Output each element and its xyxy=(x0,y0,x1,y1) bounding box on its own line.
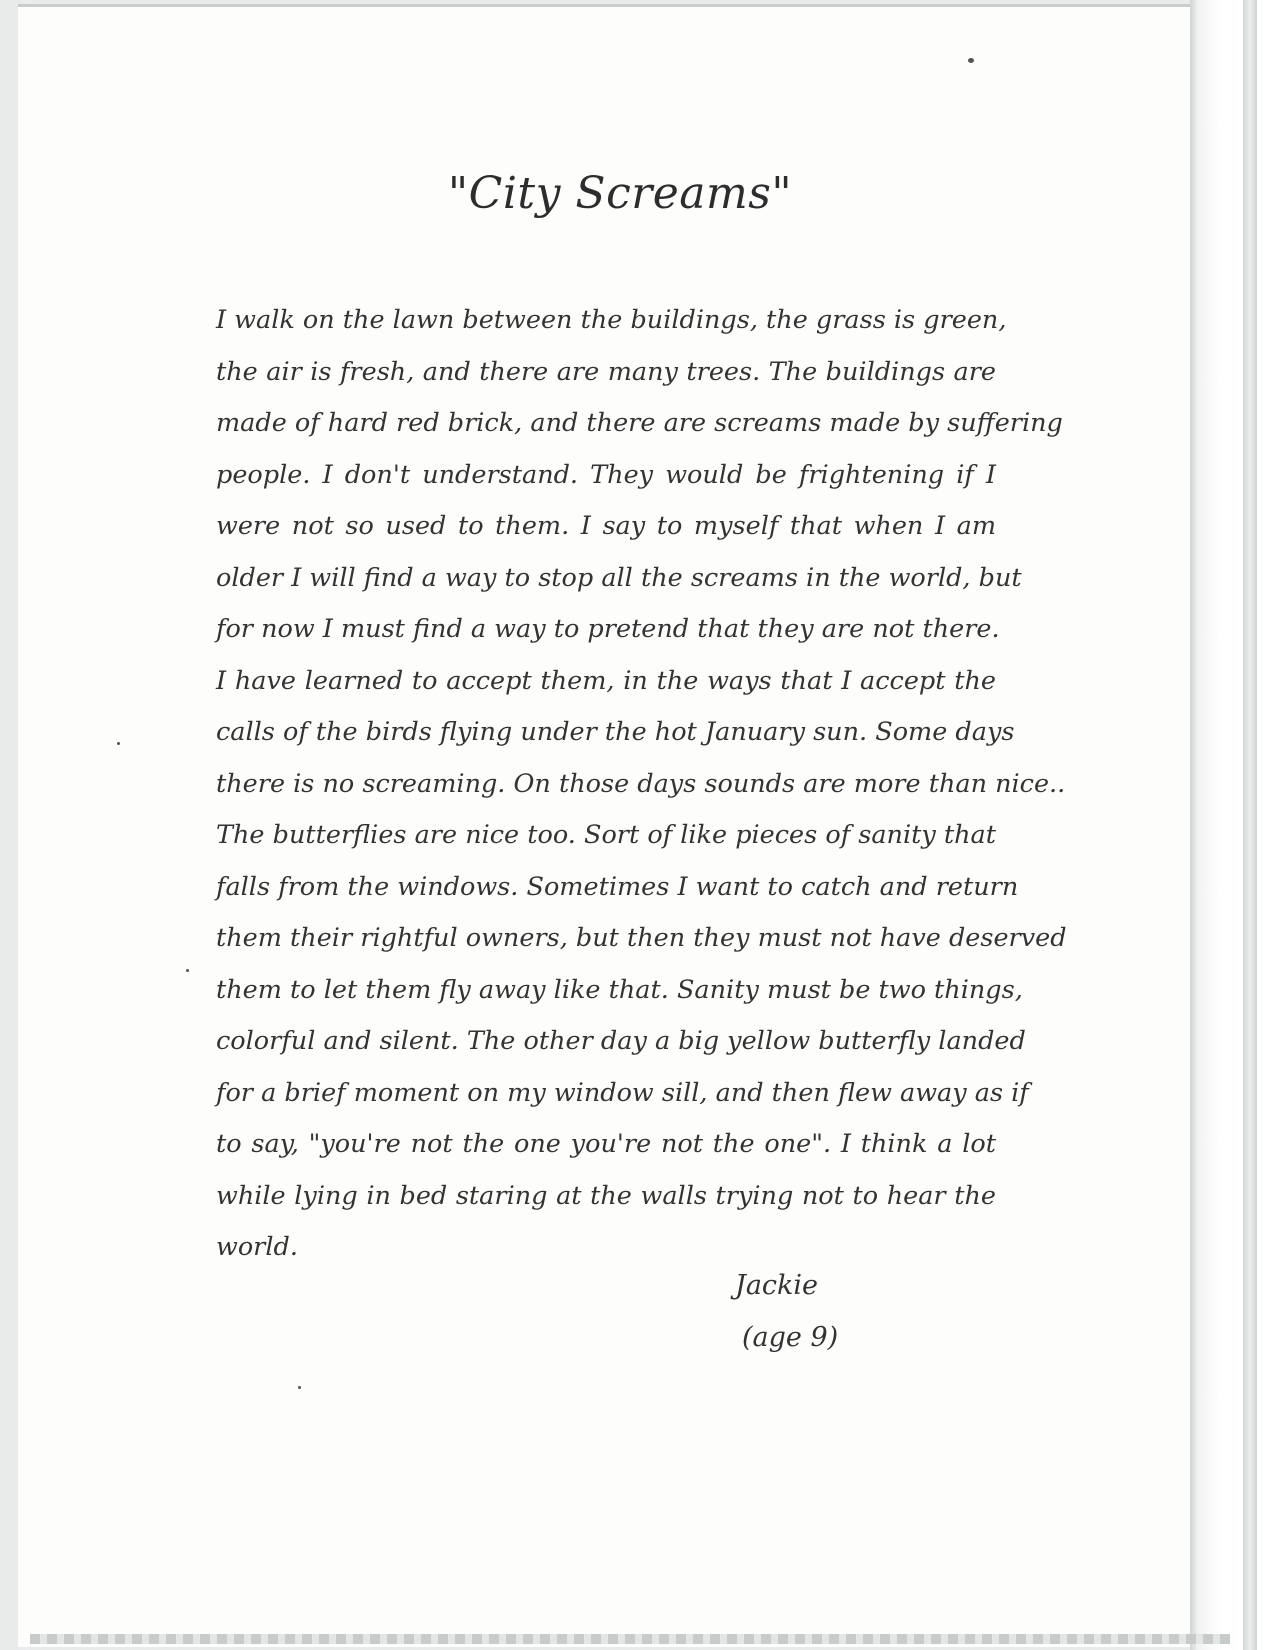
poem-title: "City Screams" xyxy=(447,168,793,219)
poem-line: were not so used to them. I say to myself that when I am xyxy=(216,511,996,541)
poem-line: made of hard red brick, and there are screams made by suffering xyxy=(216,408,1063,438)
poem-line: colorful and silent. The other day a big yellow butterfly landed xyxy=(216,1026,1026,1056)
author-name: Jackie xyxy=(735,1270,819,1301)
page-protector-right-edge xyxy=(1190,0,1275,1650)
dust-speck xyxy=(298,1386,301,1389)
poem-line: world. xyxy=(216,1232,298,1262)
poem-line: them their rightful owners, but then they must not have deserved xyxy=(216,923,1067,953)
poem-body xyxy=(216,295,1067,1274)
poem-line: falls from the windows. Sometimes I want to catch and return xyxy=(216,871,1019,902)
poem-line: there is no screaming. On those days sounds are more than nice.. xyxy=(216,768,1066,799)
poem-line: for now I must find a way to pretend that they are not there. xyxy=(216,614,1000,644)
poem-line: the air is fresh, and there are many trees. The buildings are xyxy=(216,356,996,387)
poem-line: them to let them fly away like that. Sanity must be two things, xyxy=(216,974,1023,1005)
dust-speck xyxy=(968,58,974,63)
poem-line: older I will find a way to stop all the screams in the world, but xyxy=(216,562,1022,593)
dust-speck xyxy=(186,969,189,972)
poem-line: people. I don't understand. They would be frightening if I xyxy=(216,459,996,490)
author-age: (age 9) xyxy=(742,1322,839,1353)
poem-line: The butterflies are nice too. Sort of like pieces of sanity that xyxy=(216,820,996,850)
dust-speck xyxy=(117,742,120,745)
poem-line: I walk on the lawn between the buildings, the grass is green, xyxy=(216,305,1007,335)
poem-line: for a brief moment on my window sill, and then flew away as if xyxy=(216,1077,1029,1108)
poem-line: while lying in bed staring at the walls trying not to hear the xyxy=(216,1180,996,1211)
poem-line: I have learned to accept them, in the ways that I accept the xyxy=(216,665,996,696)
poem-line: calls of the birds flying under the hot January sun. Some days xyxy=(216,717,1015,747)
poem-line: to say, "you're not the one you're not the one". I think a lot xyxy=(216,1129,996,1159)
binder-strip xyxy=(1243,0,1257,1650)
page-protector-bottom-edge xyxy=(30,1634,1230,1644)
